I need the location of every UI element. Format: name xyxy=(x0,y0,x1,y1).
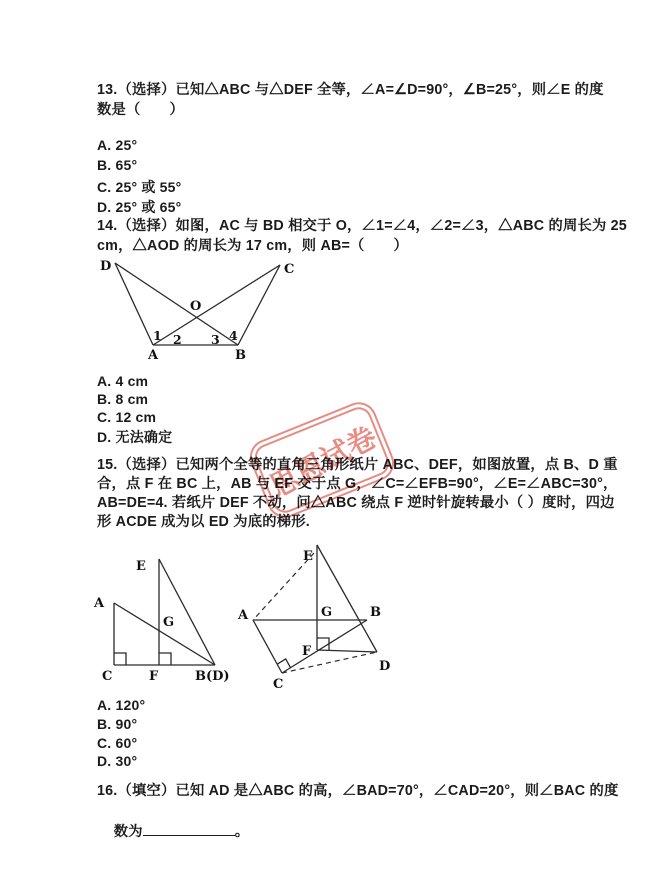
point-label-E: E xyxy=(136,559,146,574)
q16-line2-suffix: 。 xyxy=(234,824,250,840)
q15-option-b: B. 90° xyxy=(97,716,138,732)
q13-text-line1: 13.（选择）已知△ABC 与△DEF 全等，∠A=∠D=90°，∠B=25°，则∠E 的度 xyxy=(97,82,604,98)
segment-ED xyxy=(317,545,377,652)
q16-text-line2 xyxy=(97,801,249,862)
point-label-B: B xyxy=(235,348,246,363)
point-label-C: C xyxy=(273,677,284,690)
point-label-B: B xyxy=(370,605,381,620)
point-label-G: G xyxy=(321,605,333,620)
angle-label-1: 1 xyxy=(153,328,162,343)
point-label-BD: B(D) xyxy=(195,669,230,684)
segment-EB xyxy=(159,559,215,665)
right-angle-mark-F xyxy=(159,653,171,665)
q13-option-b: B. 65° xyxy=(97,157,138,173)
q13-text-line2: 数是（ ） xyxy=(97,102,184,118)
segment-AB xyxy=(114,603,215,665)
angle-label-4: 4 xyxy=(229,328,238,343)
q16-line2-prefix: 数为 xyxy=(113,824,143,840)
point-label-A: A xyxy=(238,608,249,623)
q15-option-c: C. 60° xyxy=(97,735,138,751)
angle-label-2: 2 xyxy=(173,332,182,347)
point-label-E: E xyxy=(303,549,313,564)
point-label-D: D xyxy=(379,659,391,674)
point-label-C: C xyxy=(284,262,295,277)
watermark-text: 思恩试卷 xyxy=(264,420,382,504)
point-label-G: G xyxy=(163,615,175,630)
right-angle-mark-C xyxy=(114,653,126,665)
point-label-O: O xyxy=(190,299,202,314)
q14-option-c: C. 12 cm xyxy=(97,409,157,425)
q15-text-line4: 形 ACDE 成为以 ED 为底的梯形. xyxy=(97,514,310,530)
q15-option-a: A. 120° xyxy=(97,697,146,713)
q16-answer-blank xyxy=(143,821,235,836)
q15-figure-left-original-position xyxy=(92,548,232,688)
point-label-A: A xyxy=(94,596,105,611)
q14-option-a: A. 4 cm xyxy=(97,373,149,389)
point-label-C: C xyxy=(102,669,113,684)
point-label-A: A xyxy=(148,348,159,363)
point-label-F: F xyxy=(149,669,159,684)
dashed-segment-CD xyxy=(282,652,377,673)
q16-text-line1: 16.（填空）已知 AD 是△ABC 的高，∠BAD=70°，∠CAD=20°，则∠BAC 的度 xyxy=(97,783,619,799)
segment-BC xyxy=(282,620,367,673)
q14-option-b: B. 8 cm xyxy=(97,391,149,407)
q14-text-line2: cm，△AOD 的周长为 17 cm，则 AB=（ ） xyxy=(97,238,409,254)
q15-text-line2: 合，点 F 在 BC 上，AB 与 EF 交于点 G，∠C=∠EFB=90°，∠E=∠ABC=30°， xyxy=(97,476,618,492)
point-label-D: D xyxy=(100,259,112,274)
q14-option-d: D. 无法确定 xyxy=(97,429,173,445)
q15-text-line3: AB=DE=4. 若纸片 DEF 不动，问△ABC 绕点 F 逆时针旋转最小（ ）度时，四边 xyxy=(97,495,615,511)
q13-option-d: D. 25° 或 65° xyxy=(97,199,182,215)
q14-text-line1: 14.（选择）如图，AC 与 BD 相交于 O，∠1=∠4，∠2=∠3，△ABC 的周长为 25 xyxy=(97,218,627,234)
segment-AC xyxy=(253,620,282,673)
q15-option-d: D. 30° xyxy=(97,753,138,769)
segment-BC xyxy=(238,265,280,345)
segment-FD xyxy=(317,650,377,652)
point-label-F: F xyxy=(302,644,312,659)
q15-text-line1: 15.（选择）已知两个全等的直角三角形纸片 ABC、DEF，如图放置，点 B、D 重 xyxy=(97,457,618,473)
q13-option-c: C. 25° 或 55° xyxy=(97,179,182,195)
q13-option-a: A. 25° xyxy=(97,137,138,153)
q14-figure-crossing-triangles xyxy=(90,252,330,372)
q15-figure-right-rotated-position xyxy=(230,535,405,690)
angle-label-3: 3 xyxy=(211,332,220,347)
right-angle-mark-C xyxy=(277,659,290,668)
